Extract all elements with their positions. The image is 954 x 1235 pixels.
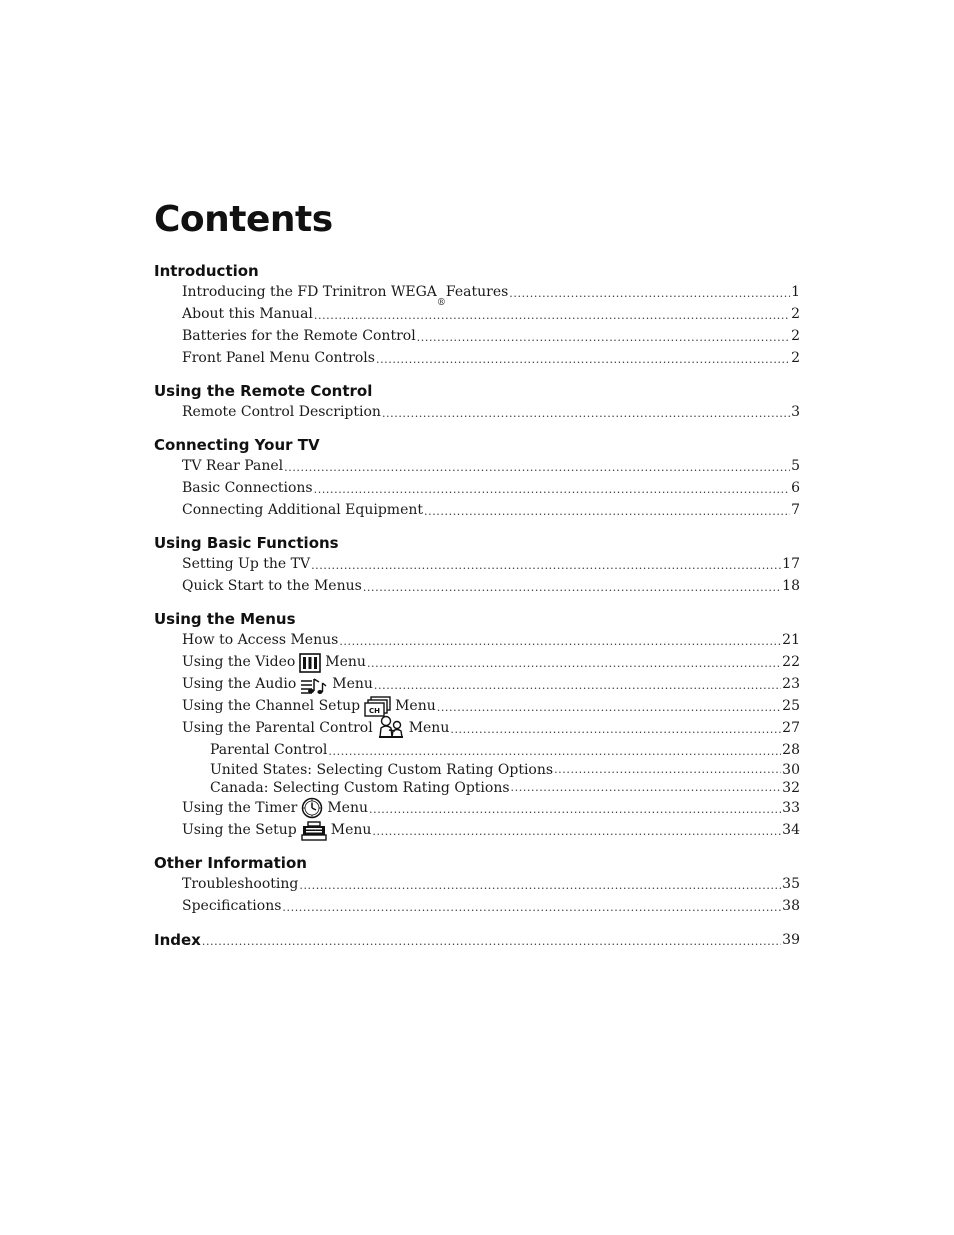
timer-clock-icon xyxy=(301,797,323,819)
toc-entry-page: 32 xyxy=(782,780,800,796)
toc-entry-page: 7 xyxy=(791,502,800,518)
toc-entry-page: 33 xyxy=(782,800,800,816)
section-connecting-tv xyxy=(154,436,800,521)
toc-entry[interactable] xyxy=(154,281,800,308)
toc-entry[interactable] xyxy=(154,651,800,673)
section-using-menus xyxy=(154,610,800,841)
toc-entry-label: Troubleshooting xyxy=(182,876,299,892)
toc-entry-page: 5 xyxy=(791,458,800,474)
toc-entry-label: Remote Control Description xyxy=(182,404,381,420)
toc-entry-page: 2 xyxy=(791,328,800,344)
toc-entry-label: Batteries for the Remote Control xyxy=(182,328,416,344)
toc-entry[interactable] xyxy=(154,819,800,841)
toc-entry-page: 1 xyxy=(791,284,800,300)
toc-entry-label: Specifications xyxy=(182,898,282,914)
toc-entry-page: 18 xyxy=(782,578,800,594)
toc-entry-page: 38 xyxy=(782,898,800,914)
dot-leader xyxy=(311,557,781,575)
toc-entry-label: Connecting Additional Equipment xyxy=(182,502,424,518)
dot-leader xyxy=(437,699,781,717)
toc-subentry[interactable] xyxy=(154,761,800,779)
toc-entry[interactable] xyxy=(154,797,800,819)
toc-entry-page: 21 xyxy=(782,632,800,648)
dot-leader xyxy=(202,933,781,951)
toc-entry-page: 23 xyxy=(782,676,800,692)
toc-entry[interactable] xyxy=(154,347,800,369)
toc-entry-label: Canada: Selecting Custom Rating Options xyxy=(210,780,510,796)
section-basic-functions xyxy=(154,534,800,597)
toc-entry-label: Parental Control xyxy=(210,742,328,758)
section-other-information xyxy=(154,854,800,917)
toc-entry-page: 25 xyxy=(782,698,800,714)
toc-entry[interactable] xyxy=(154,553,800,575)
toc-entry-page: 35 xyxy=(782,876,800,892)
toc-entry-page: 2 xyxy=(791,350,800,366)
dot-leader xyxy=(284,459,790,477)
dot-leader xyxy=(314,481,790,499)
setup-menu-icon xyxy=(301,821,327,841)
toc-entry[interactable] xyxy=(154,895,800,917)
dot-leader xyxy=(450,721,781,739)
index-label: Index xyxy=(154,931,201,949)
toc-subentry[interactable] xyxy=(154,739,800,761)
toc-entry-label: Using the Parental Control Menu xyxy=(182,715,449,739)
dot-leader xyxy=(424,503,790,521)
toc-entry-label: Basic Connections xyxy=(182,480,313,496)
toc-entry-label: Using the Setup Menu xyxy=(182,819,371,841)
toc-entry-page: 2 xyxy=(791,306,800,322)
toc-index-entry[interactable] xyxy=(154,929,800,951)
parental-control-icon xyxy=(377,715,405,739)
dot-leader xyxy=(374,677,781,695)
toc-entry-label: United States: Selecting Custom Rating Options xyxy=(210,762,554,778)
section-heading: Using the Menus xyxy=(154,610,296,628)
toc-entry-page: 30 xyxy=(782,762,800,778)
section-remote-control xyxy=(154,382,800,423)
dot-leader xyxy=(369,801,781,819)
dot-leader xyxy=(328,743,781,761)
toc-entry[interactable] xyxy=(154,717,800,739)
dot-leader xyxy=(282,899,781,917)
audio-menu-icon xyxy=(300,677,328,695)
dot-leader xyxy=(339,633,781,651)
toc-entry-label: About this Manual xyxy=(182,306,313,322)
page-title: Contents xyxy=(154,199,333,240)
section-heading: Using Basic Functions xyxy=(154,534,339,552)
dot-leader xyxy=(376,351,790,369)
dot-leader xyxy=(299,877,781,895)
toc-entry-label: Introducing the FD Trinitron WEGA ® Features xyxy=(182,284,509,308)
dot-leader xyxy=(554,761,781,779)
dot-leader xyxy=(511,779,782,797)
toc-entry[interactable] xyxy=(154,477,800,499)
toc-entry[interactable] xyxy=(154,455,800,477)
toc-entry[interactable] xyxy=(154,499,800,521)
toc-entry-page: 6 xyxy=(791,480,800,496)
toc-entry-page: 39 xyxy=(782,932,800,948)
toc-entry[interactable] xyxy=(154,401,800,423)
toc-entry-page: 17 xyxy=(782,556,800,572)
toc-entry-label: TV Rear Panel xyxy=(182,458,284,474)
toc-entry-label: Using the Channel Setup CH Menu xyxy=(182,698,436,715)
toc-entry[interactable] xyxy=(154,325,800,347)
table-of-contents xyxy=(154,262,800,951)
section-introduction xyxy=(154,262,800,369)
video-menu-icon xyxy=(299,653,321,673)
toc-entry-page: 27 xyxy=(782,720,800,736)
dot-leader xyxy=(314,307,790,325)
dot-leader xyxy=(363,579,781,597)
toc-entry[interactable] xyxy=(154,673,800,695)
svg-text:CH: CH xyxy=(369,707,381,715)
toc-entry-page: 22 xyxy=(782,654,800,670)
toc-entry[interactable] xyxy=(154,629,800,651)
dot-leader xyxy=(367,655,781,673)
toc-entry-label: Front Panel Menu Controls xyxy=(182,350,375,366)
toc-subentry[interactable] xyxy=(154,779,800,797)
toc-entry-label: How to Access Menus xyxy=(182,632,339,648)
toc-entry-label: Using the Video Menu xyxy=(182,651,366,673)
toc-entry[interactable] xyxy=(154,303,800,325)
section-heading: Other Information xyxy=(154,854,307,872)
dot-leader xyxy=(509,285,790,303)
toc-entry[interactable] xyxy=(154,695,800,717)
section-heading: Connecting Your TV xyxy=(154,436,320,454)
channel-menu-icon xyxy=(364,696,391,717)
dot-leader xyxy=(382,405,790,423)
section-heading: Using the Remote Control xyxy=(154,382,373,400)
toc-entry[interactable] xyxy=(154,575,800,597)
toc-entry-page: 34 xyxy=(782,822,800,838)
toc-entry-label: Using the Timer Menu xyxy=(182,797,368,819)
toc-entry-label: Quick Start to the Menus xyxy=(182,578,362,594)
toc-entry-label: Setting Up the TV xyxy=(182,556,311,572)
dot-leader xyxy=(372,823,781,841)
dot-leader xyxy=(417,329,790,347)
toc-entry-page: 28 xyxy=(782,742,800,758)
toc-entry-page: 3 xyxy=(791,404,800,420)
toc-entry-label: Using the Audio Menu xyxy=(182,673,373,695)
section-heading: Introduction xyxy=(154,262,259,280)
toc-entry[interactable] xyxy=(154,873,800,895)
